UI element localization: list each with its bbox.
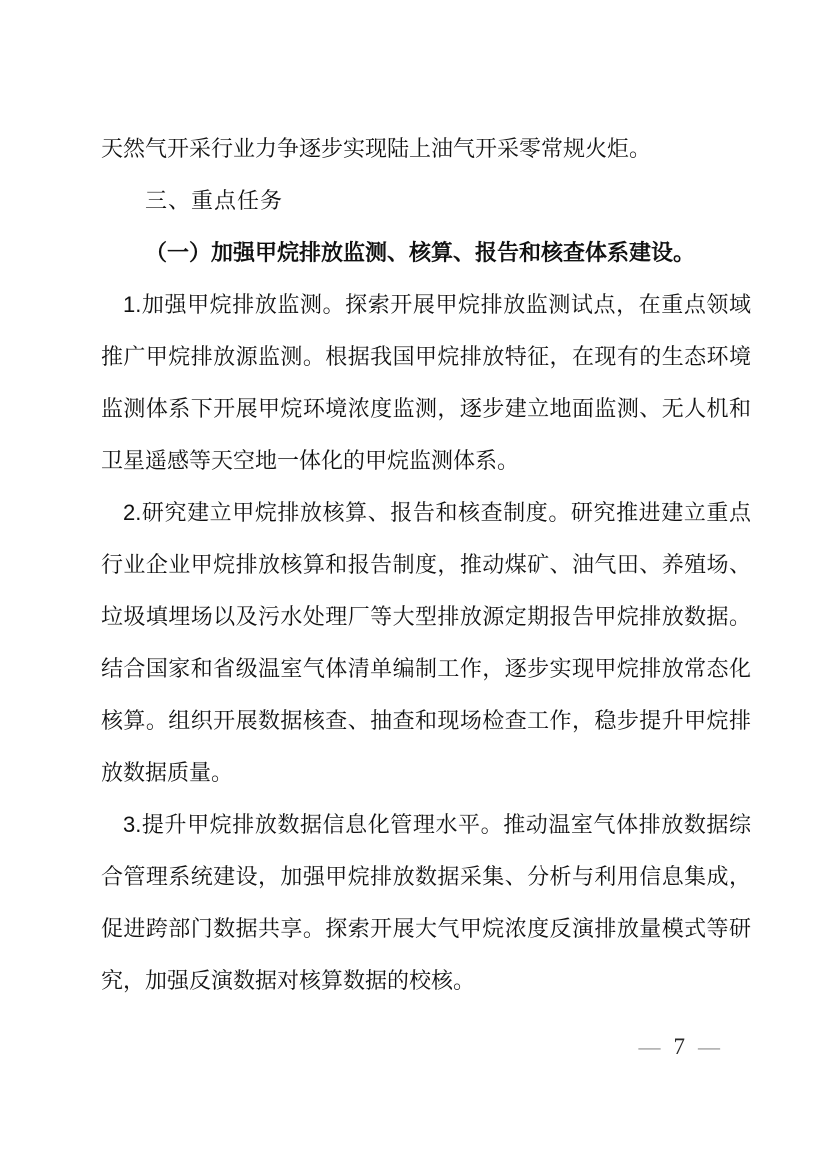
page-footer (639, 1034, 721, 1060)
document-body (101, 123, 751, 1007)
paragraph-continuation: 天然气开采行业力争逐步实现陆上油气开采零常规火炬。 (101, 136, 652, 161)
footer-dash-left: — (638, 1034, 661, 1059)
paragraph-1: 1.加强甲烷排放监测。探索开展甲烷排放监测试点，在重点领域推广甲烷排放源监测。根据我国甲烷排放特征，在现有的生态环境监测体系下开展甲烷环境浓度监测，逐步建立地面监测、无人机和卫星遥感等天空地一体化的甲烷监测体系。 (101, 292, 751, 473)
paragraph-3: 3.提升甲烷排放数据信息化管理水平。推动温室气体排放数据综合管理系统建设，加强甲烷排放数据采集、分析与利用信息集成，促进跨部门数据共享。探索开展大气甲烷浓度反演排放量模式等研究，加强反演数据对核算数据的校核。 (101, 812, 751, 993)
paragraph-2: 2.研究建立甲烷排放核算、报告和核查制度。研究推进建立重点行业企业甲烷排放核算和报告制度，推动煤矿、油气田、养殖场、垃圾填埋场以及污水处理厂等大型排放源定期报告甲烷排放数据。结合国家和省级温室气体清单编制工作，逐步实现甲烷排放常态化核算。组织开展数据核查、抽查和现场检查工作，稳步提升甲烷排放数据质量。 (101, 500, 751, 785)
subsection-heading: （一）加强甲烷排放监测、核算、报告和核查体系建设。 (145, 240, 696, 265)
section-heading: 三、重点任务 (145, 188, 284, 213)
page-number: 7 (673, 1034, 685, 1059)
footer-dash-right: — (698, 1034, 720, 1059)
